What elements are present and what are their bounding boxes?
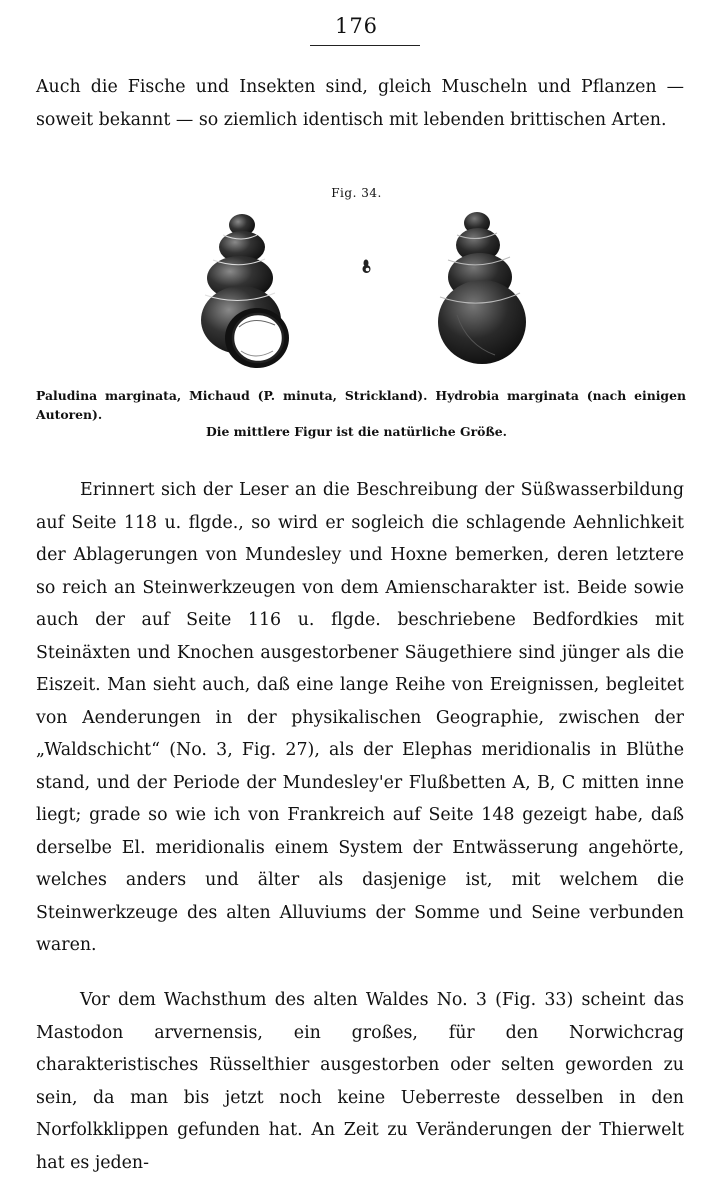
header-rule <box>310 45 420 46</box>
paragraph-1 <box>36 71 684 136</box>
figure-subcaption: Die mittlere Figur ist die natürliche Größe. <box>206 424 507 439</box>
paragraph-2 <box>36 474 684 962</box>
figure-34-snail-shells <box>195 205 535 380</box>
paragraph-3-text: Vor dem Wachsthum des alten Waldes No. 3 (Fig. 33) scheint das Mastodon arvernensis, ein großes, für den Norwichcrag charakteristisches Rüsselthier ausgestorben oder selten geworden zu sein, da man bis jetzt noch keine Ueberreste desselben in den Norfolkklippen gefunden hat. An Zeit zu Veränderungen der Thierwelt hat es jeden- <box>36 990 684 1173</box>
figure-caption: Paludina marginata, Michaud (P. minuta, Strickland). Hydrobia marginata (nach einigen Autoren). <box>36 388 686 422</box>
figure-label: Fig. 34. <box>331 186 382 200</box>
paragraph-1-text: Auch die Fische und Insekten sind, gleich Muscheln und Pflanzen — soweit bekannt — so ziemlich identisch mit lebenden brittischen Arten. <box>36 77 684 130</box>
left-shell-drawing <box>201 214 289 368</box>
right-shell-drawing <box>438 212 526 364</box>
middle-shell-natural-size <box>363 260 371 274</box>
paragraph-2-text: Erinnert sich der Leser an die Beschreibung der Süßwasserbildung auf Seite 118 u. flgde., so wird er sogleich die schlagende Aehnlichkeit der Ablagerungen von Mundesley und Hoxne bemerken, deren letztere so reich an Steinwerkzeugen von dem Amienscharakter ist. Beide sowie auch der auf Seite 116 u. flgde. beschriebene Bedfordkies mit Steinäxten und Knochen ausgestorbener Säugethiere sind jünger als die Eiszeit. Man sieht auch, daß eine lange Reihe von Ereignissen, begleitet von Aenderungen in der physikalischen Geographie, zwischen der „Waldschicht“ (No. 3, Fig. 27), als der Elephas meridionalis in Blüthe stand, und der Periode der Mundesley'er Flußbetten A, B, C mitten inne liegt; grade so wie ich von Frankreich auf Seite 148 gezeigt habe, daß derselbe El. meridionalis einem System der Entwässerung angehörte, welches anders und älter als dasjenige ist, mit welchem die Steinwerkzeuge des alten Alluviums der Somme und Seine verbunden waren. <box>36 480 684 955</box>
page-number: 176 <box>334 14 379 38</box>
paragraph-3 <box>36 984 684 1179</box>
